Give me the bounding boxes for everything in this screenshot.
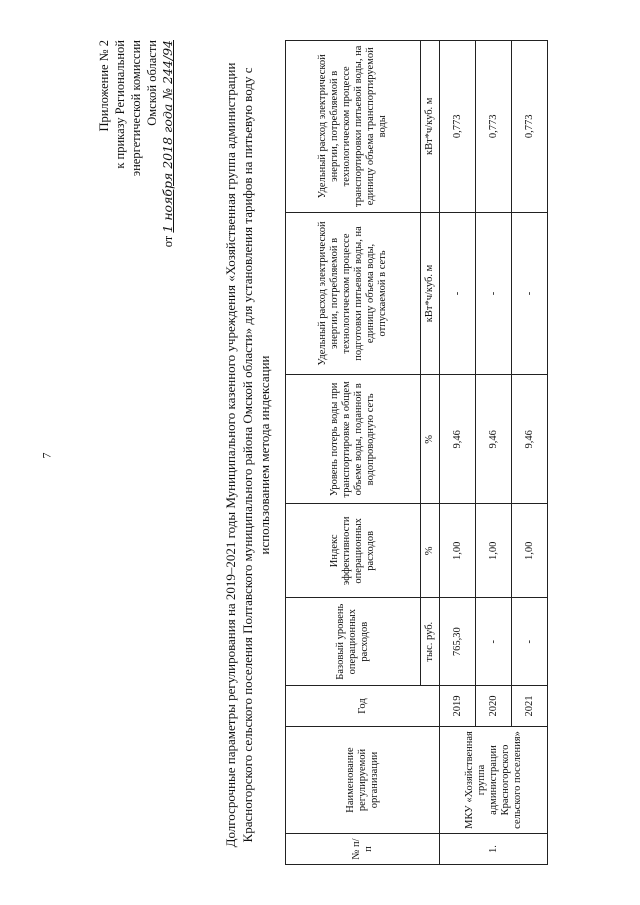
unit-index: % bbox=[421, 504, 440, 598]
cell-base: - bbox=[476, 598, 512, 686]
appendix-header bbox=[96, 40, 176, 260]
cell-prep: - bbox=[440, 212, 476, 375]
cell-transport: 0,773 bbox=[476, 41, 512, 213]
table-header-row bbox=[286, 41, 421, 865]
cell-year: 2020 bbox=[476, 686, 512, 727]
unit-losses: % bbox=[421, 375, 440, 504]
appendix-line-3: энергетической комиссии bbox=[129, 40, 143, 177]
cell-index: 1,00 bbox=[512, 504, 548, 598]
appendix-line-4: Омской области bbox=[145, 40, 159, 126]
cell-year: 2019 bbox=[440, 686, 476, 727]
row-number: 1. bbox=[440, 834, 548, 865]
header-base-expenses: Базовый уровень операционных расходов bbox=[286, 598, 421, 686]
cell-losses: 9,46 bbox=[476, 375, 512, 504]
cell-year: 2021 bbox=[512, 686, 548, 727]
document-title: Долгосрочные параметры регулирования на 2019–2021 годы Муниципального казенного учреждения «Хозяйственная группа администрации Красногорского сельского поселения Полтавского муниципального района Омской области» для установления тарифов на питьевую воду с использованием метода индексации bbox=[223, 62, 272, 848]
unit-prep: кВт*ч/куб. м bbox=[421, 212, 440, 375]
cell-index: 1,00 bbox=[440, 504, 476, 598]
handwritten-date: 1 ноября 2018 года № 244/94 bbox=[160, 40, 175, 233]
header-water-losses: Уровень потерь воды при транспортировке в общем объеме воды, поданной в водопроводную сеть bbox=[286, 375, 421, 504]
header-year: Год bbox=[286, 686, 440, 727]
header-energy-transport: Удельный расход электрической энергии, потребляемой в технологическом процессе транспортировки питьевой воды, на единицу объема транспортируемой воды bbox=[286, 41, 421, 213]
header-organization: Наименование регулируемой организации bbox=[286, 727, 440, 834]
cell-base: - bbox=[512, 598, 548, 686]
parameters-table bbox=[285, 40, 548, 865]
appendix-date bbox=[160, 40, 176, 260]
header-no: № п/п bbox=[286, 834, 440, 865]
unit-transport: кВт*ч/куб. м bbox=[421, 41, 440, 213]
appendix-line-1: Приложение № 2 bbox=[97, 40, 111, 132]
cell-transport: 0,773 bbox=[512, 41, 548, 213]
cell-transport: 0,773 bbox=[440, 41, 476, 213]
header-efficiency-index: Индекс эффективности операционных расходов bbox=[286, 504, 421, 598]
date-prefix: от bbox=[161, 235, 175, 248]
cell-losses: 9,46 bbox=[440, 375, 476, 504]
header-energy-preparation: Удельный расход электрической энергии, потребляемой в технологическом процессе подготовки питьевой воды, на единицу объема воды, отпускаемой в сеть bbox=[286, 212, 421, 375]
cell-prep: - bbox=[476, 212, 512, 375]
cell-losses: 9,46 bbox=[512, 375, 548, 504]
appendix-line-2: к приказу Региональной bbox=[113, 40, 127, 169]
cell-index: 1,00 bbox=[476, 504, 512, 598]
organization-name: МКУ «Хозяйственная группа администрации Красногорского сельского поселения» bbox=[440, 727, 548, 834]
page-number: 7 bbox=[39, 452, 54, 459]
unit-base: тыс. руб. bbox=[421, 598, 440, 686]
cell-prep: - bbox=[512, 212, 548, 375]
cell-base: 765,30 bbox=[440, 598, 476, 686]
table-row bbox=[440, 41, 476, 865]
